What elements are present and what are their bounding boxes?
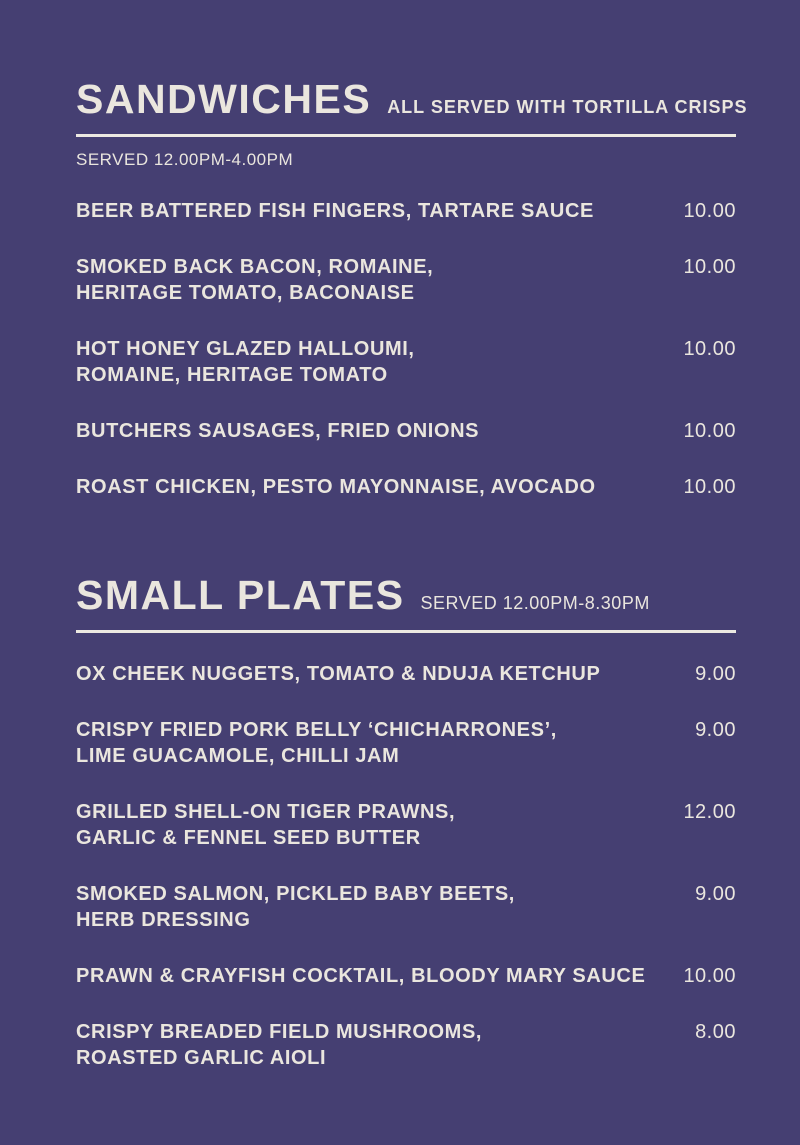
menu-item-name (76, 336, 415, 388)
menu-section (76, 574, 736, 1071)
section-note: SERVED 12.00PM-8.30PM (420, 593, 650, 613)
menu-item-price: 10.00 (683, 420, 736, 442)
menu-item-price: 10.00 (683, 200, 736, 222)
menu-item (76, 963, 736, 989)
section-divider (76, 134, 736, 137)
section-note: ALL SERVED WITH TORTILLA CRISPS (387, 97, 748, 117)
section-title: SANDWICHES (76, 76, 372, 122)
section-header (76, 76, 748, 122)
menu-item-price: 9.00 (695, 883, 736, 905)
menu-item-price: 10.00 (683, 965, 736, 987)
menu-item (76, 661, 736, 687)
menu-item (76, 336, 736, 388)
menu-section (76, 76, 748, 500)
menu-item-name (76, 474, 596, 500)
section-items (76, 661, 736, 1071)
menu-item-name-line: HOT HONEY GLAZED HALLOUMI, (76, 338, 415, 360)
menu-item-name-line: LIME GUACAMOLE, CHILLI JAM (76, 745, 400, 767)
menu-item-name-line: SMOKED BACK BACON, ROMAINE, (76, 256, 434, 278)
menu-item-name (76, 1019, 482, 1071)
menu-item-price: 9.00 (695, 719, 736, 741)
menu-item (76, 198, 736, 224)
section-header (76, 574, 736, 616)
menu-item-name-line: OX CHEEK NUGGETS, TOMATO & NDUJA KETCHUP (76, 663, 601, 685)
menu-item-name-line: CRISPY FRIED PORK BELLY ‘CHICHARRONES’, (76, 719, 557, 741)
menu-item-name-line: ROMAINE, HERITAGE TOMATO (76, 364, 388, 386)
menu-item (76, 474, 736, 500)
menu-item-price: 10.00 (683, 476, 736, 498)
menu-item (76, 1019, 736, 1071)
menu-item (76, 418, 736, 444)
menu-item (76, 254, 736, 306)
menu-item-name (76, 661, 600, 687)
menu-item-name-line: GRILLED SHELL-ON TIGER PRAWNS, (76, 801, 456, 823)
menu-item (76, 881, 736, 933)
menu-item-name (76, 881, 515, 933)
menu-item-name (76, 799, 455, 851)
menu-item-name-line: CRISPY BREADED FIELD MUSHROOMS, (76, 1021, 483, 1043)
menu-item (76, 717, 736, 769)
section-served-times: SERVED 12.00PM-4.00PM (76, 150, 294, 169)
menu-item-name-line: BEER BATTERED FISH FINGERS, TARTARE SAUCE (76, 200, 594, 222)
section-divider (76, 630, 736, 633)
menu-item-name (76, 717, 557, 769)
menu-item-name-line: PRAWN & CRAYFISH COCKTAIL, BLOODY MARY SAUCE (76, 965, 646, 987)
menu-item-price: 10.00 (683, 256, 736, 278)
menu-item-name (76, 963, 645, 989)
section-items (76, 198, 736, 500)
menu-item-name-line: SMOKED SALMON, PICKLED BABY BEETS, (76, 883, 515, 905)
menu-item (76, 799, 736, 851)
menu-item-name-line: BUTCHERS SAUSAGES, FRIED ONIONS (76, 420, 480, 442)
menu-item-name-line: ROAST CHICKEN, PESTO MAYONNAISE, AVOCADO (76, 476, 596, 498)
menu-item-name-line: HERB DRESSING (76, 909, 251, 931)
menu-item-name (76, 254, 433, 306)
section-title: SMALL PLATES (76, 572, 405, 618)
menu-item-price: 10.00 (683, 338, 736, 360)
menu-item-name-line: ROASTED GARLIC AIOLI (76, 1047, 327, 1069)
menu-item-name (76, 198, 594, 224)
menu-item-price: 8.00 (695, 1021, 736, 1043)
menu-item-name-line: HERITAGE TOMATO, BACONAISE (76, 282, 415, 304)
menu-item-price: 9.00 (695, 663, 736, 685)
menu-item-price: 12.00 (683, 801, 736, 823)
menu-item-name-line: GARLIC & FENNEL SEED BUTTER (76, 827, 421, 849)
menu-item-name (76, 418, 479, 444)
